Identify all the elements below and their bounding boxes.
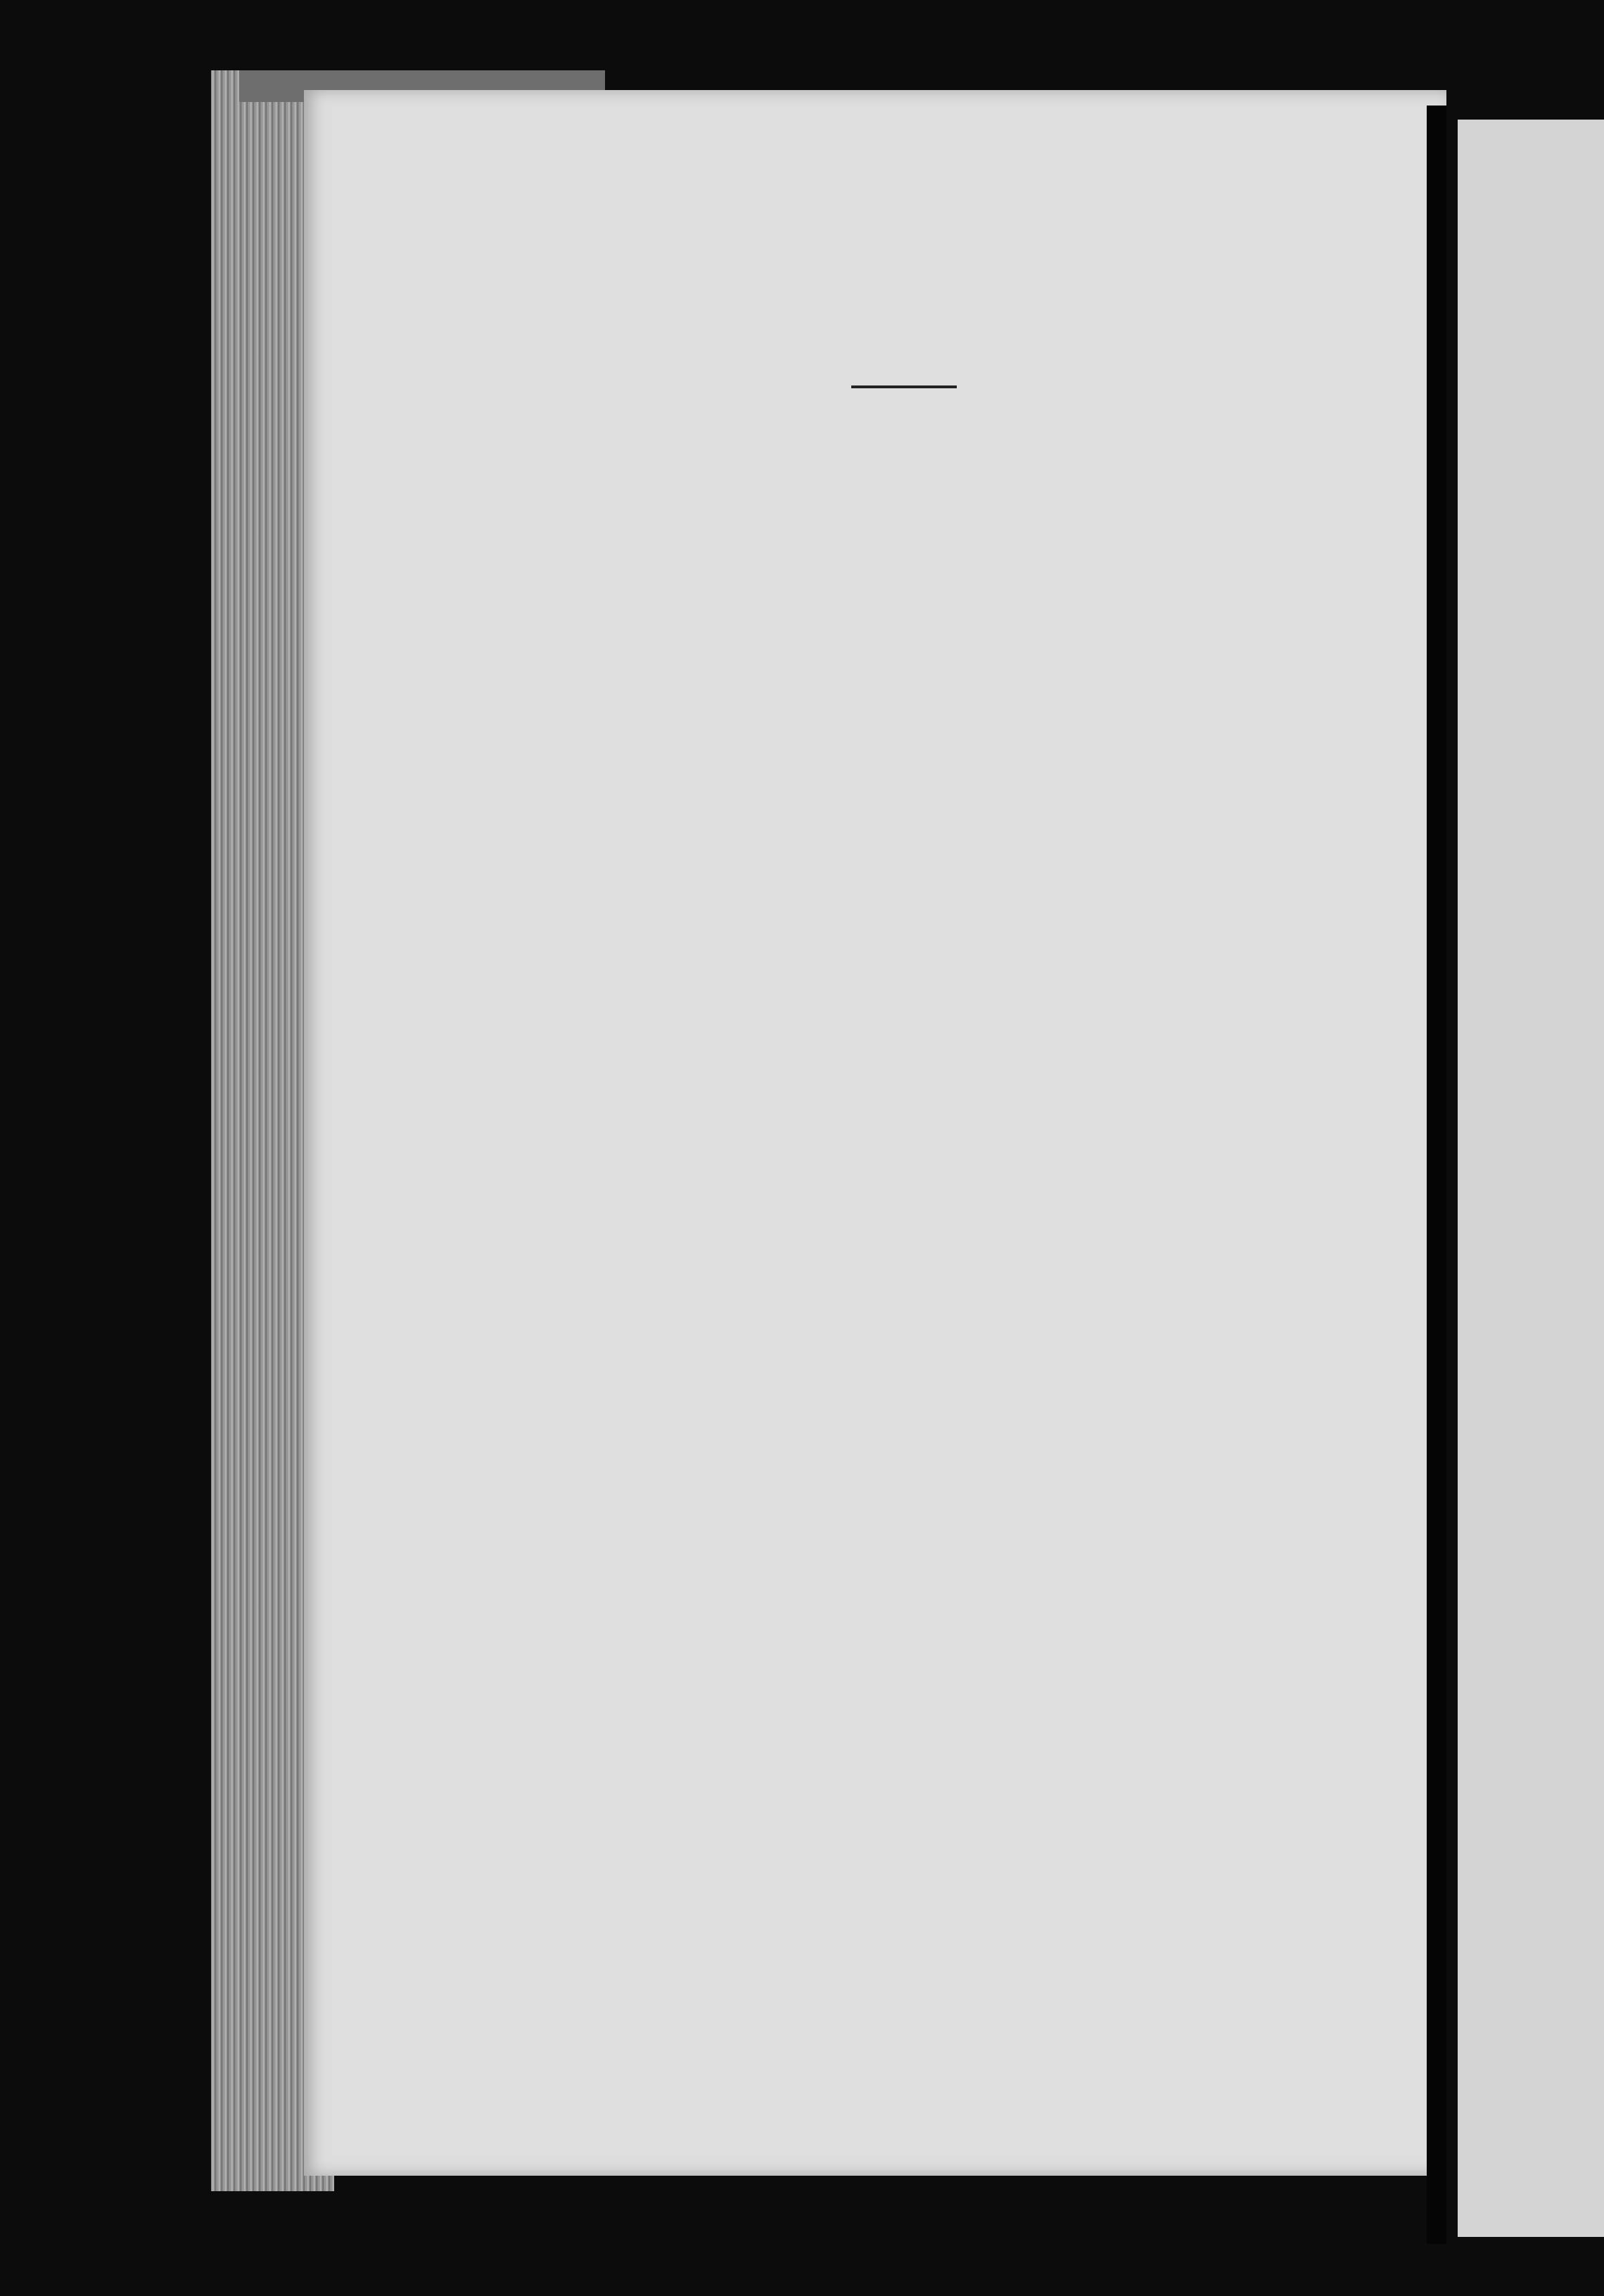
section-rule	[851, 385, 957, 388]
running-head	[450, 283, 1365, 332]
book-gutter	[1427, 106, 1446, 2244]
page-body	[450, 366, 1358, 404]
right-page-edge	[1458, 120, 1604, 2237]
